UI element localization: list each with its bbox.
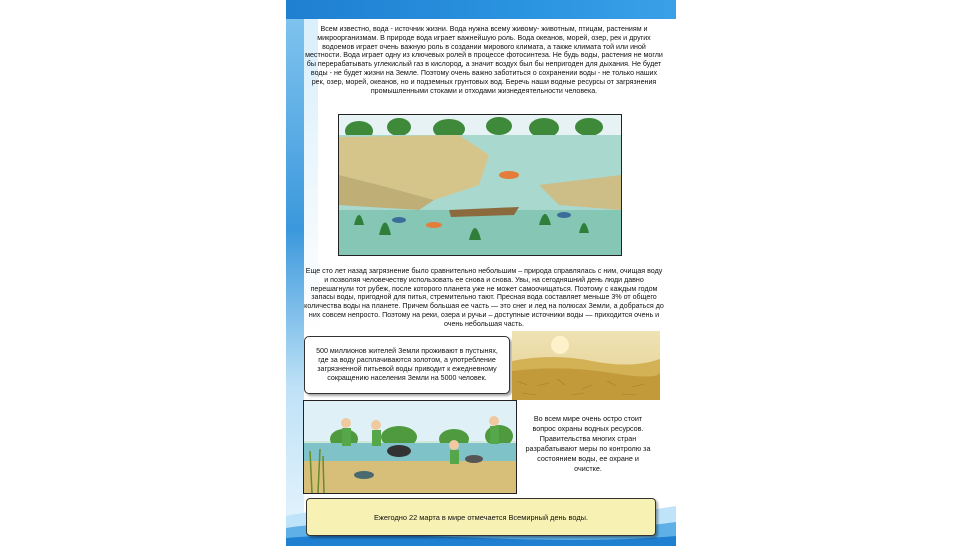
pollution-paragraph: Еще сто лет назад загрязнение было сравнительно небольшим – природа справлялась с ним, очищая воду и позволяя человечеству использовать ее снова и снова. Увы, на сегодняшний день люди давно перешагнули тот рубеж, после которого планета уже не может самоочищаться. Поэтому с каждым годом запасы воды, пригодной для питья, стремительно тают. Пресная вода составляет меньше 3% от общего количества воды на планете. Причем большая ее часть — это снег и лед на полюсах Земли, а добраться до них совсем непросто. Поэтому на реки, озера и ручьи – доступные источники воды — приходится очень и очень небольшая часть. [304,267,664,328]
kids-cleanup-illustration [303,400,517,494]
protection-paragraph: Во всем мире очень остро стоит вопрос охраны водных ресурсов. Правительства многих стран разрабатывают меры по контролю за состоянием воды, ее охране и очистке. [525,414,651,473]
desert-illustration [512,331,660,400]
water-day-banner [306,498,656,536]
document-page [286,0,676,546]
desert-fact-text: 500 миллионов жителей Земли проживают в пустынях, где за воду расплачиваются золотом, а употребление загрязненной питьевой воды приводит к ежедневному сокращению населения Земли на 5000 человек. [316,347,498,382]
left-blue-band [286,19,304,546]
top-blue-band [286,0,676,19]
intro-paragraph: Всем известно, вода - источник жизни. Вода нужна всему живому- животным, птицам, растениям и микроорганизмам. В природе вода играет важнейшую роль. Вода океанов, морей, озер, рек и других водоемов играет очень важную роль в создании мирового климата, а также климата той или иной местности. Вода играет одну из ключевых ролей в процессе фотосинтеза. Не будь воды, растения не могли бы перерабатывать углекислый газ в кислород, а значит воздух был бы непригоден для дыхания. Не будет воды - не будет жизни на Земле. Поэтому очень важно заботиться о сохранении воды - не только наших рек, озер, морей, океанов, но и подземных грунтовых вод. Беречь наши водные ресурсы от загрязнения промышленными стоками и отходами жизнедеятельности человека. [305,25,663,95]
water-day-text: Ежегодно 22 марта в мире отмечается Всемирный день воды. [373,512,589,522]
desert-fact-callout [304,336,510,394]
lake-illustration [338,114,622,256]
